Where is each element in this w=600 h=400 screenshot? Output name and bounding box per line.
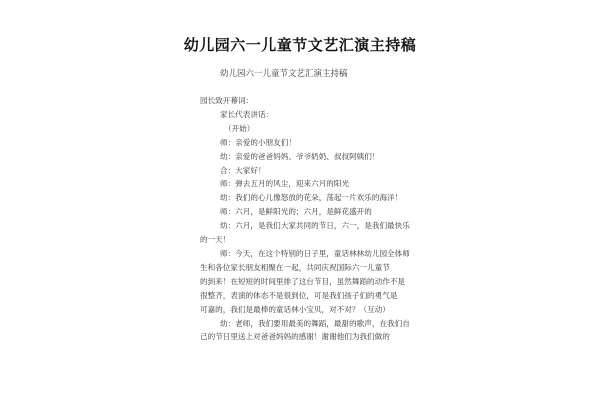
text-line: 师：今天，在这个特别的日子里，童话林林幼儿园全体师 <box>220 248 410 258</box>
text-line: 幼：亲爱的爸爸妈妈、爷爷奶奶、叔叔阿姨们！ <box>220 151 380 161</box>
text-line: 的到来！在短短的时间里排了这台节目，虽然舞蹈的动作不是 <box>200 276 406 286</box>
text-line: 师：弹去五月的风尘，迎来六月的阳光 <box>220 179 350 189</box>
text-line: 可嘉的，我们是最棒的童话林小宝贝，对不对？（互动） <box>200 304 390 314</box>
document-subtitle: 幼儿园六一儿童节文艺汇演主持稿 <box>220 69 348 79</box>
text-line: 园长致开幕词： <box>200 96 254 105</box>
text-line: 己的节日里送上对爸爸妈妈的感谢！谢谢他们为我们做的 <box>200 332 390 342</box>
text-line: 师：亲爱的小朋友们！ <box>220 137 296 147</box>
text-line: 师：六月，是鲜阳光的；六月，是鲜花盛开的 <box>220 207 372 217</box>
text-line: 家长代表讲话： <box>220 109 274 119</box>
document-body <box>200 94 410 344</box>
text-line: 生和各位家长朋友相聚在一起，共同庆祝国际六一儿童节 <box>200 262 390 272</box>
text-line: 合：大家好！ <box>220 165 266 175</box>
text-line: 幼：老师，我们要用最美的舞蹈，最甜的歌声，在我们自 <box>220 318 410 328</box>
text-line: 的一天！ <box>200 235 231 245</box>
text-line: （开始） <box>224 123 255 133</box>
text-line: 幼：六月，是我们大家共同的节日，六一，是我们最快乐 <box>220 221 410 231</box>
document-title: 幼儿园六一儿童节文艺汇演主持稿 <box>183 36 417 54</box>
text-line: 很整齐，表演的体态不是很到位，可是我们孩子们的勇气是 <box>200 290 398 300</box>
text-line: 幼：我们的心儿像怒放的花朵，荡起一片欢乐的海洋！ <box>220 193 403 203</box>
